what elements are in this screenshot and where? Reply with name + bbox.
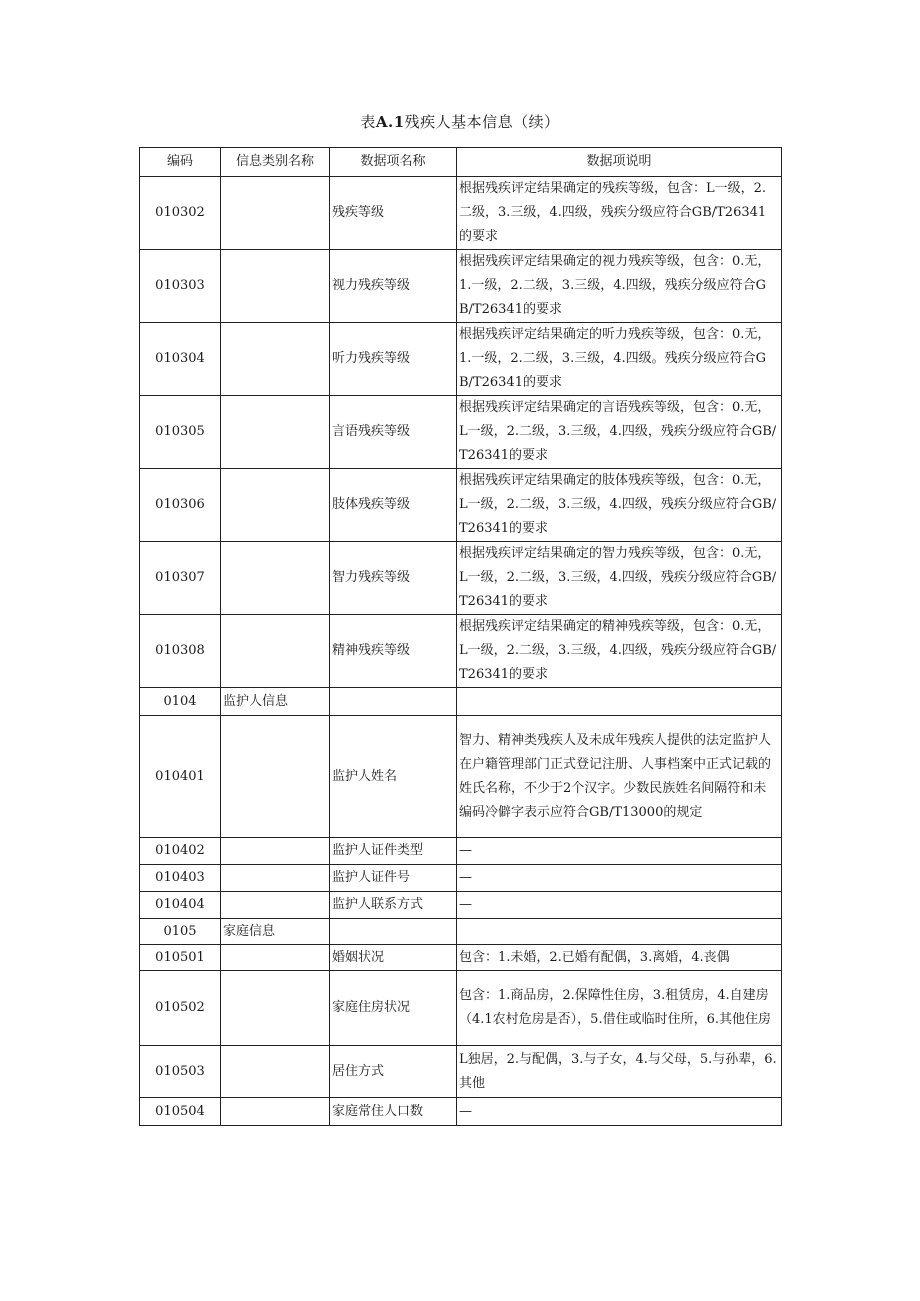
cell-item: 监护人证件号 [330, 865, 457, 892]
cell-category [221, 838, 330, 865]
cell-code: 010304 [140, 323, 221, 396]
header-desc: 数据项说明 [457, 148, 782, 177]
cell-category [221, 615, 330, 688]
cell-code: 010504 [140, 1098, 221, 1126]
cell-category [221, 1046, 330, 1098]
cell-item: 精神残疾等级 [330, 615, 457, 688]
table-row [140, 716, 782, 838]
cell-code: 010302 [140, 177, 221, 250]
cell-desc: 智力、精神类残疾人及未成年残疾人提供的法定监护人在户籍管理部门正式登记注册、人事档案中正式记载的姓氏名称，不少于2个汉字。少数民族姓名间隔符和未编码冷僻字表示应符合GB/T13000的规定 [457, 716, 782, 838]
table-row [140, 892, 782, 919]
table-row [140, 945, 782, 971]
cell-item: 家庭住房状况 [330, 971, 457, 1046]
cell-desc: 根据残疾评定结果确定的智力残疾等级，包含：0.无，L一级，2.二级，3.三级，4.四级，残疾分级应符合GB/T26341的要求 [457, 542, 782, 615]
cell-category [221, 323, 330, 396]
cell-item: 婚姻状况 [330, 945, 457, 971]
cell-category [221, 396, 330, 469]
cell-category: 监护人信息 [221, 688, 330, 716]
table-row [140, 838, 782, 865]
cell-item: 监护人证件类型 [330, 838, 457, 865]
cell-code: 010308 [140, 615, 221, 688]
cell-item: 听力残疾等级 [330, 323, 457, 396]
cell-desc: 根据残疾评定结果确定的听力残疾等级，包含：0.无，1.一级，2.二级，3.三级，4.四级。残疾分级应符合GB/T26341的要求 [457, 323, 782, 396]
cell-item: 监护人姓名 [330, 716, 457, 838]
cell-item: 肢体残疾等级 [330, 469, 457, 542]
cell-code: 0104 [140, 688, 221, 716]
caption-number: A.1 [375, 113, 405, 131]
cell-category [221, 865, 330, 892]
cell-item: 视力残疾等级 [330, 250, 457, 323]
cell-desc [457, 688, 782, 716]
table-row [140, 865, 782, 892]
table-row [140, 250, 782, 323]
cell-code: 010503 [140, 1046, 221, 1098]
cell-desc: 根据残疾评定结果确定的肢体残疾等级，包含：0.无，L一级，2.二级，3.三级，4.四级，残疾分级应符合GB/T26341的要求 [457, 469, 782, 542]
cell-item [330, 688, 457, 716]
cell-code: 0105 [140, 919, 221, 945]
cell-code: 010502 [140, 971, 221, 1046]
cell-desc: 根据残疾评定结果确定的言语残疾等级，包含：0.无，L一级，2.二级，3.三级，4.四级，残疾分级应符合GB/T26341的要求 [457, 396, 782, 469]
table-caption [0, 112, 920, 132]
cell-item: 言语残疾等级 [330, 396, 457, 469]
cell-code: 010501 [140, 945, 221, 971]
cell-category [221, 542, 330, 615]
cell-category [221, 892, 330, 919]
cell-code: 010307 [140, 542, 221, 615]
cell-desc: L独居，2.与配偶，3.与子女，4.与父母，5.与孙辈，6.其他 [457, 1046, 782, 1098]
cell-category [221, 945, 330, 971]
cell-code: 010403 [140, 865, 221, 892]
table-row [140, 688, 782, 716]
table-row [140, 542, 782, 615]
table-header-row [140, 148, 782, 177]
cell-item: 居住方式 [330, 1046, 457, 1098]
cell-code: 010402 [140, 838, 221, 865]
cell-code: 010404 [140, 892, 221, 919]
cell-category [221, 716, 330, 838]
cell-desc: — [457, 838, 782, 865]
caption-title: 残疾人基本信息（续） [404, 113, 560, 131]
table-row [140, 1046, 782, 1098]
table-row [140, 177, 782, 250]
cell-category [221, 1098, 330, 1126]
cell-desc: — [457, 1098, 782, 1126]
cell-item [330, 919, 457, 945]
table-row [140, 919, 782, 945]
cell-desc: 根据残疾评定结果确定的残疾等级，包含：L一级，2.二级，3.三级，4.四级，残疾分级应符合GB/T26341的要求 [457, 177, 782, 250]
table-row [140, 469, 782, 542]
cell-item: 家庭常住人口数 [330, 1098, 457, 1126]
header-code: 编码 [140, 148, 221, 177]
cell-code: 010303 [140, 250, 221, 323]
cell-desc [457, 919, 782, 945]
cell-category: 家庭信息 [221, 919, 330, 945]
cell-category [221, 469, 330, 542]
table-row [140, 615, 782, 688]
cell-desc: 包含：1.未婚，2.已婚有配偶，3.离婚，4.丧偶 [457, 945, 782, 971]
caption-prefix: 表 [360, 113, 376, 131]
cell-desc: — [457, 865, 782, 892]
cell-desc: 根据残疾评定结果确定的精神残疾等级，包含：0.无，L一级，2.二级，3.三级，4.四级，残疾分级应符合GB/T26341的要求 [457, 615, 782, 688]
cell-desc: 包含：1.商品房，2.保障性住房，3.租赁房，4.自建房（4.1农村危房是否），5.借住或临时住所，6.其他住房 [457, 971, 782, 1046]
cell-desc: 根据残疾评定结果确定的视力残疾等级，包含：0.无，1.一级，2.二级，3.三级，4.四级，残疾分级应符合GB/T26341的要求 [457, 250, 782, 323]
cell-code: 010401 [140, 716, 221, 838]
cell-desc: — [457, 892, 782, 919]
table-row [140, 396, 782, 469]
cell-category [221, 971, 330, 1046]
cell-code: 010305 [140, 396, 221, 469]
cell-category [221, 177, 330, 250]
header-category: 信息类别名称 [221, 148, 330, 177]
header-item: 数据项名称 [330, 148, 457, 177]
table-row [140, 1098, 782, 1126]
cell-item: 智力残疾等级 [330, 542, 457, 615]
data-table [139, 147, 782, 1126]
table-row [140, 323, 782, 396]
cell-item: 残疾等级 [330, 177, 457, 250]
cell-item: 监护人联系方式 [330, 892, 457, 919]
cell-code: 010306 [140, 469, 221, 542]
table-row [140, 971, 782, 1046]
cell-category [221, 250, 330, 323]
